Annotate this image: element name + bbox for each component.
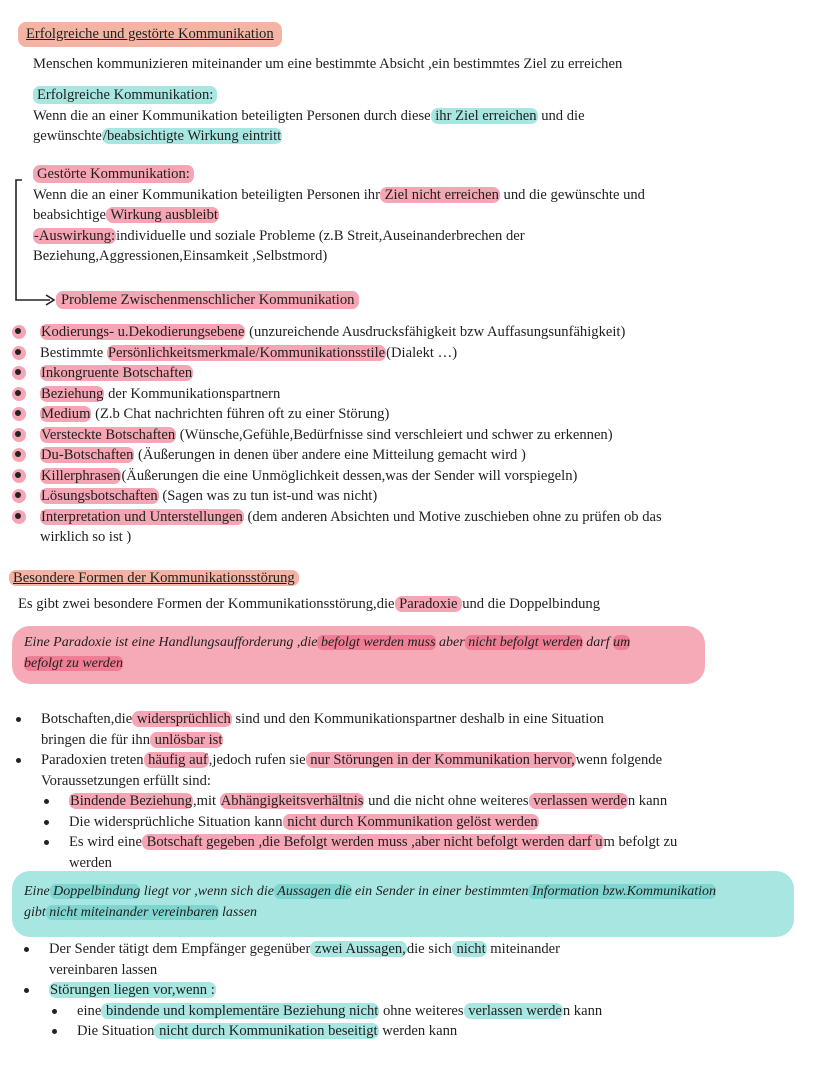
text: liegt vor ,wenn sich die xyxy=(140,884,275,899)
highlight: Abhängigkeitsverhältnis xyxy=(220,793,364,809)
highlight: bindende und komplementäre Beziehung nicht xyxy=(102,1002,379,1019)
list-item xyxy=(8,384,818,405)
text: Die Situation xyxy=(77,1023,155,1039)
intro-text: Menschen kommunizieren miteinander um eine bestimmte Absicht ,ein bestimmtes Ziel zu erreichen xyxy=(33,56,623,72)
section-erfolgreich xyxy=(33,85,823,147)
highlight: Inkongruente Botschaften xyxy=(41,365,193,381)
text: darf xyxy=(582,635,614,650)
list-item xyxy=(22,980,812,1001)
text: (Äußerungen in denen über andere eine Mitteilung gemacht wird ) xyxy=(134,447,526,463)
heading-besondere: Besondere Formen der Kommunikationsstörung xyxy=(9,570,299,586)
text: gewünschte xyxy=(33,128,102,144)
highlight: widersprüchlich xyxy=(133,711,231,727)
list-item xyxy=(14,832,814,873)
text: aber xyxy=(435,635,465,650)
text: ein Sender in einer bestimmten xyxy=(351,884,529,899)
text: ohne weiteres xyxy=(379,1002,464,1019)
doppelbindung-definition xyxy=(24,882,789,923)
highlight: Doppelbindung xyxy=(49,884,141,899)
heading-gestoert: Gestörte Kommunikation: xyxy=(33,165,194,183)
highlight: Du-Botschaften xyxy=(41,447,134,463)
highlight: Wirkung ausbleibt xyxy=(106,207,218,223)
highlight: Bindende Beziehung xyxy=(70,793,192,809)
highlight: verlassen werde xyxy=(464,1002,562,1019)
list-item xyxy=(14,791,814,812)
text: und die nicht ohne weiteres xyxy=(364,793,529,809)
text: Es wird eine xyxy=(69,834,142,850)
highlight: häufig auf xyxy=(144,752,208,768)
text: Bestimmte xyxy=(40,344,107,361)
text: Eine xyxy=(24,884,50,899)
text: n kann xyxy=(627,793,668,809)
text: werden kann xyxy=(378,1023,458,1039)
list-item xyxy=(22,1001,812,1022)
text: gibt xyxy=(24,904,46,920)
text: Wenn die an einer Kommunikation beteiligten Personen durch diese xyxy=(33,107,431,124)
highlight: ihr Ziel erreichen xyxy=(431,107,537,124)
text: miteinander xyxy=(486,941,561,957)
text: lassen xyxy=(218,904,258,920)
list-item xyxy=(22,939,812,980)
highlight: nur Störungen in der Kommunikation hervor, xyxy=(306,752,575,768)
text: Es gibt zwei besondere Formen der Kommunikationsstörung,die xyxy=(18,596,395,612)
text: wenn folgende xyxy=(575,752,663,768)
text: Paradoxien treten xyxy=(41,752,144,768)
text: werden xyxy=(69,854,112,871)
highlight: verlassen werde xyxy=(529,793,627,809)
list-item xyxy=(8,404,818,425)
text: Beziehung,Aggressionen,Einsamkeit ,Selbstmord) xyxy=(33,248,328,264)
text: (Sagen was zu tun ist-und was nicht) xyxy=(158,488,378,504)
text: (unzureichende Ausdrucksfähigkeit bzw Auffasungsunfähigkeit) xyxy=(245,324,626,340)
list-item xyxy=(8,486,818,507)
highlight: Persönlichkeitsmerkmale/Kommunikationsstile xyxy=(107,344,386,361)
text: (Äußerungen die eine Unmöglichkeit dessen,was der Sender will vorspiegeln) xyxy=(121,467,578,484)
list-item xyxy=(8,425,818,446)
text: n kann xyxy=(562,1002,603,1019)
highlight: Kodierungs- u.Dekodierungsebene xyxy=(41,324,245,340)
text: ,jedoch rufen sie xyxy=(208,752,306,768)
doppelbindung-list xyxy=(22,939,812,1042)
text: Eine Paradoxie ist eine Handlungsaufforderung ,die xyxy=(24,635,318,650)
text: die sich xyxy=(406,941,452,957)
highlight: befolgt zu werden xyxy=(24,655,124,671)
problem-list xyxy=(8,322,818,548)
text: eine xyxy=(77,1002,102,1019)
highlight: Ziel nicht erreichen xyxy=(380,186,499,203)
list-item xyxy=(8,363,818,384)
text: Wenn die an einer Kommunikation beteiligten Personen ihr xyxy=(33,186,380,203)
highlight: befolgt werden muss xyxy=(317,635,436,650)
text: vereinbaren lassen xyxy=(49,961,158,978)
list-item xyxy=(8,445,818,466)
text: m befolgt zu xyxy=(603,834,678,850)
text: der Kommunikationspartnern xyxy=(104,385,281,402)
text: und die Doppelbindung xyxy=(462,596,601,612)
highlight: nicht xyxy=(452,941,486,957)
highlight: Störungen liegen vor,wenn : xyxy=(50,982,215,998)
text: und die xyxy=(537,107,585,124)
text: (Z.b Chat nachrichten führen oft zu einer Störung) xyxy=(91,406,390,422)
highlight: nicht miteinander vereinbaren xyxy=(45,904,219,920)
paradox-definition xyxy=(24,633,694,674)
highlight: unlösbar ist xyxy=(151,731,223,748)
highlight: Beziehung xyxy=(41,385,104,402)
list-item xyxy=(14,709,814,750)
highlight: Killerphrasen xyxy=(41,467,121,484)
highlight: nicht durch Kommunikation beseitigt xyxy=(155,1023,378,1039)
highlight: nicht durch Kommunikation gelöst werden xyxy=(283,813,538,830)
highlight: -Auswirkung: xyxy=(34,227,116,244)
text: bringen die für ihn xyxy=(41,731,151,748)
list-item xyxy=(14,750,814,791)
list-item xyxy=(8,466,818,487)
highlight: zwei Aussagen, xyxy=(311,941,406,957)
page-title: Erfolgreiche und gestörte Kommunikation xyxy=(18,22,282,47)
list-item xyxy=(8,343,818,364)
list-item xyxy=(22,1021,812,1042)
besondere-intro xyxy=(18,594,600,615)
text: Botschaften,die xyxy=(41,711,133,727)
list-item xyxy=(14,812,814,833)
heading-erfolgreich: Erfolgreiche Kommunikation: xyxy=(33,86,217,104)
highlight: Lösungsbotschaften xyxy=(41,488,158,504)
text: und die gewünschte und xyxy=(499,186,645,203)
text: (dem anderen Absichten und Motive zuschieben ohne zu prüfen ob das xyxy=(243,508,662,525)
section-gestoert xyxy=(33,164,823,267)
highlight: nicht befolgt werden xyxy=(464,635,583,650)
text: (Dialekt …) xyxy=(386,344,458,361)
text: Voraussetzungen erfüllt sind: xyxy=(41,772,211,789)
highlight: um xyxy=(613,635,631,650)
text: individuelle und soziale Probleme (z.B Streit,Auseinanderbrechen der xyxy=(116,227,525,244)
highlight: Medium xyxy=(41,406,91,422)
list-item xyxy=(8,507,818,548)
highlight: Paradoxie xyxy=(395,596,462,612)
text: Der Sender tätigt dem Empfänger gegenüber xyxy=(49,941,311,957)
highlight: /beabsichtigte Wirkung eintritt xyxy=(102,128,282,144)
highlight: Versteckte Botschaften xyxy=(41,426,176,443)
highlight: Information bzw.Kommunikation xyxy=(528,884,717,899)
text: sind und den Kommunikationspartner deshalb in eine Situation xyxy=(231,711,604,727)
highlight: Aussagen die xyxy=(274,884,352,899)
highlight: Interpretation und Unterstellungen xyxy=(41,508,243,525)
text: ,mit xyxy=(193,793,220,809)
text: Die widersprüchliche Situation kann xyxy=(69,813,283,830)
text: beabsichtige xyxy=(33,207,106,223)
heading-probleme: Probleme Zwischenmenschlicher Kommunikation xyxy=(56,291,359,309)
text: wirklich so ist ) xyxy=(40,529,132,545)
text: (Wünsche,Gefühle,Bedürfnisse sind verschleiert und schwer zu erkennen) xyxy=(176,426,613,443)
list-item xyxy=(8,322,818,343)
paradox-list xyxy=(14,709,814,873)
highlight: Botschaft gegeben ,die Befolgt werden muss ,aber nicht befolgt werden darf u xyxy=(142,834,603,850)
connector-arrow-icon xyxy=(10,176,60,306)
